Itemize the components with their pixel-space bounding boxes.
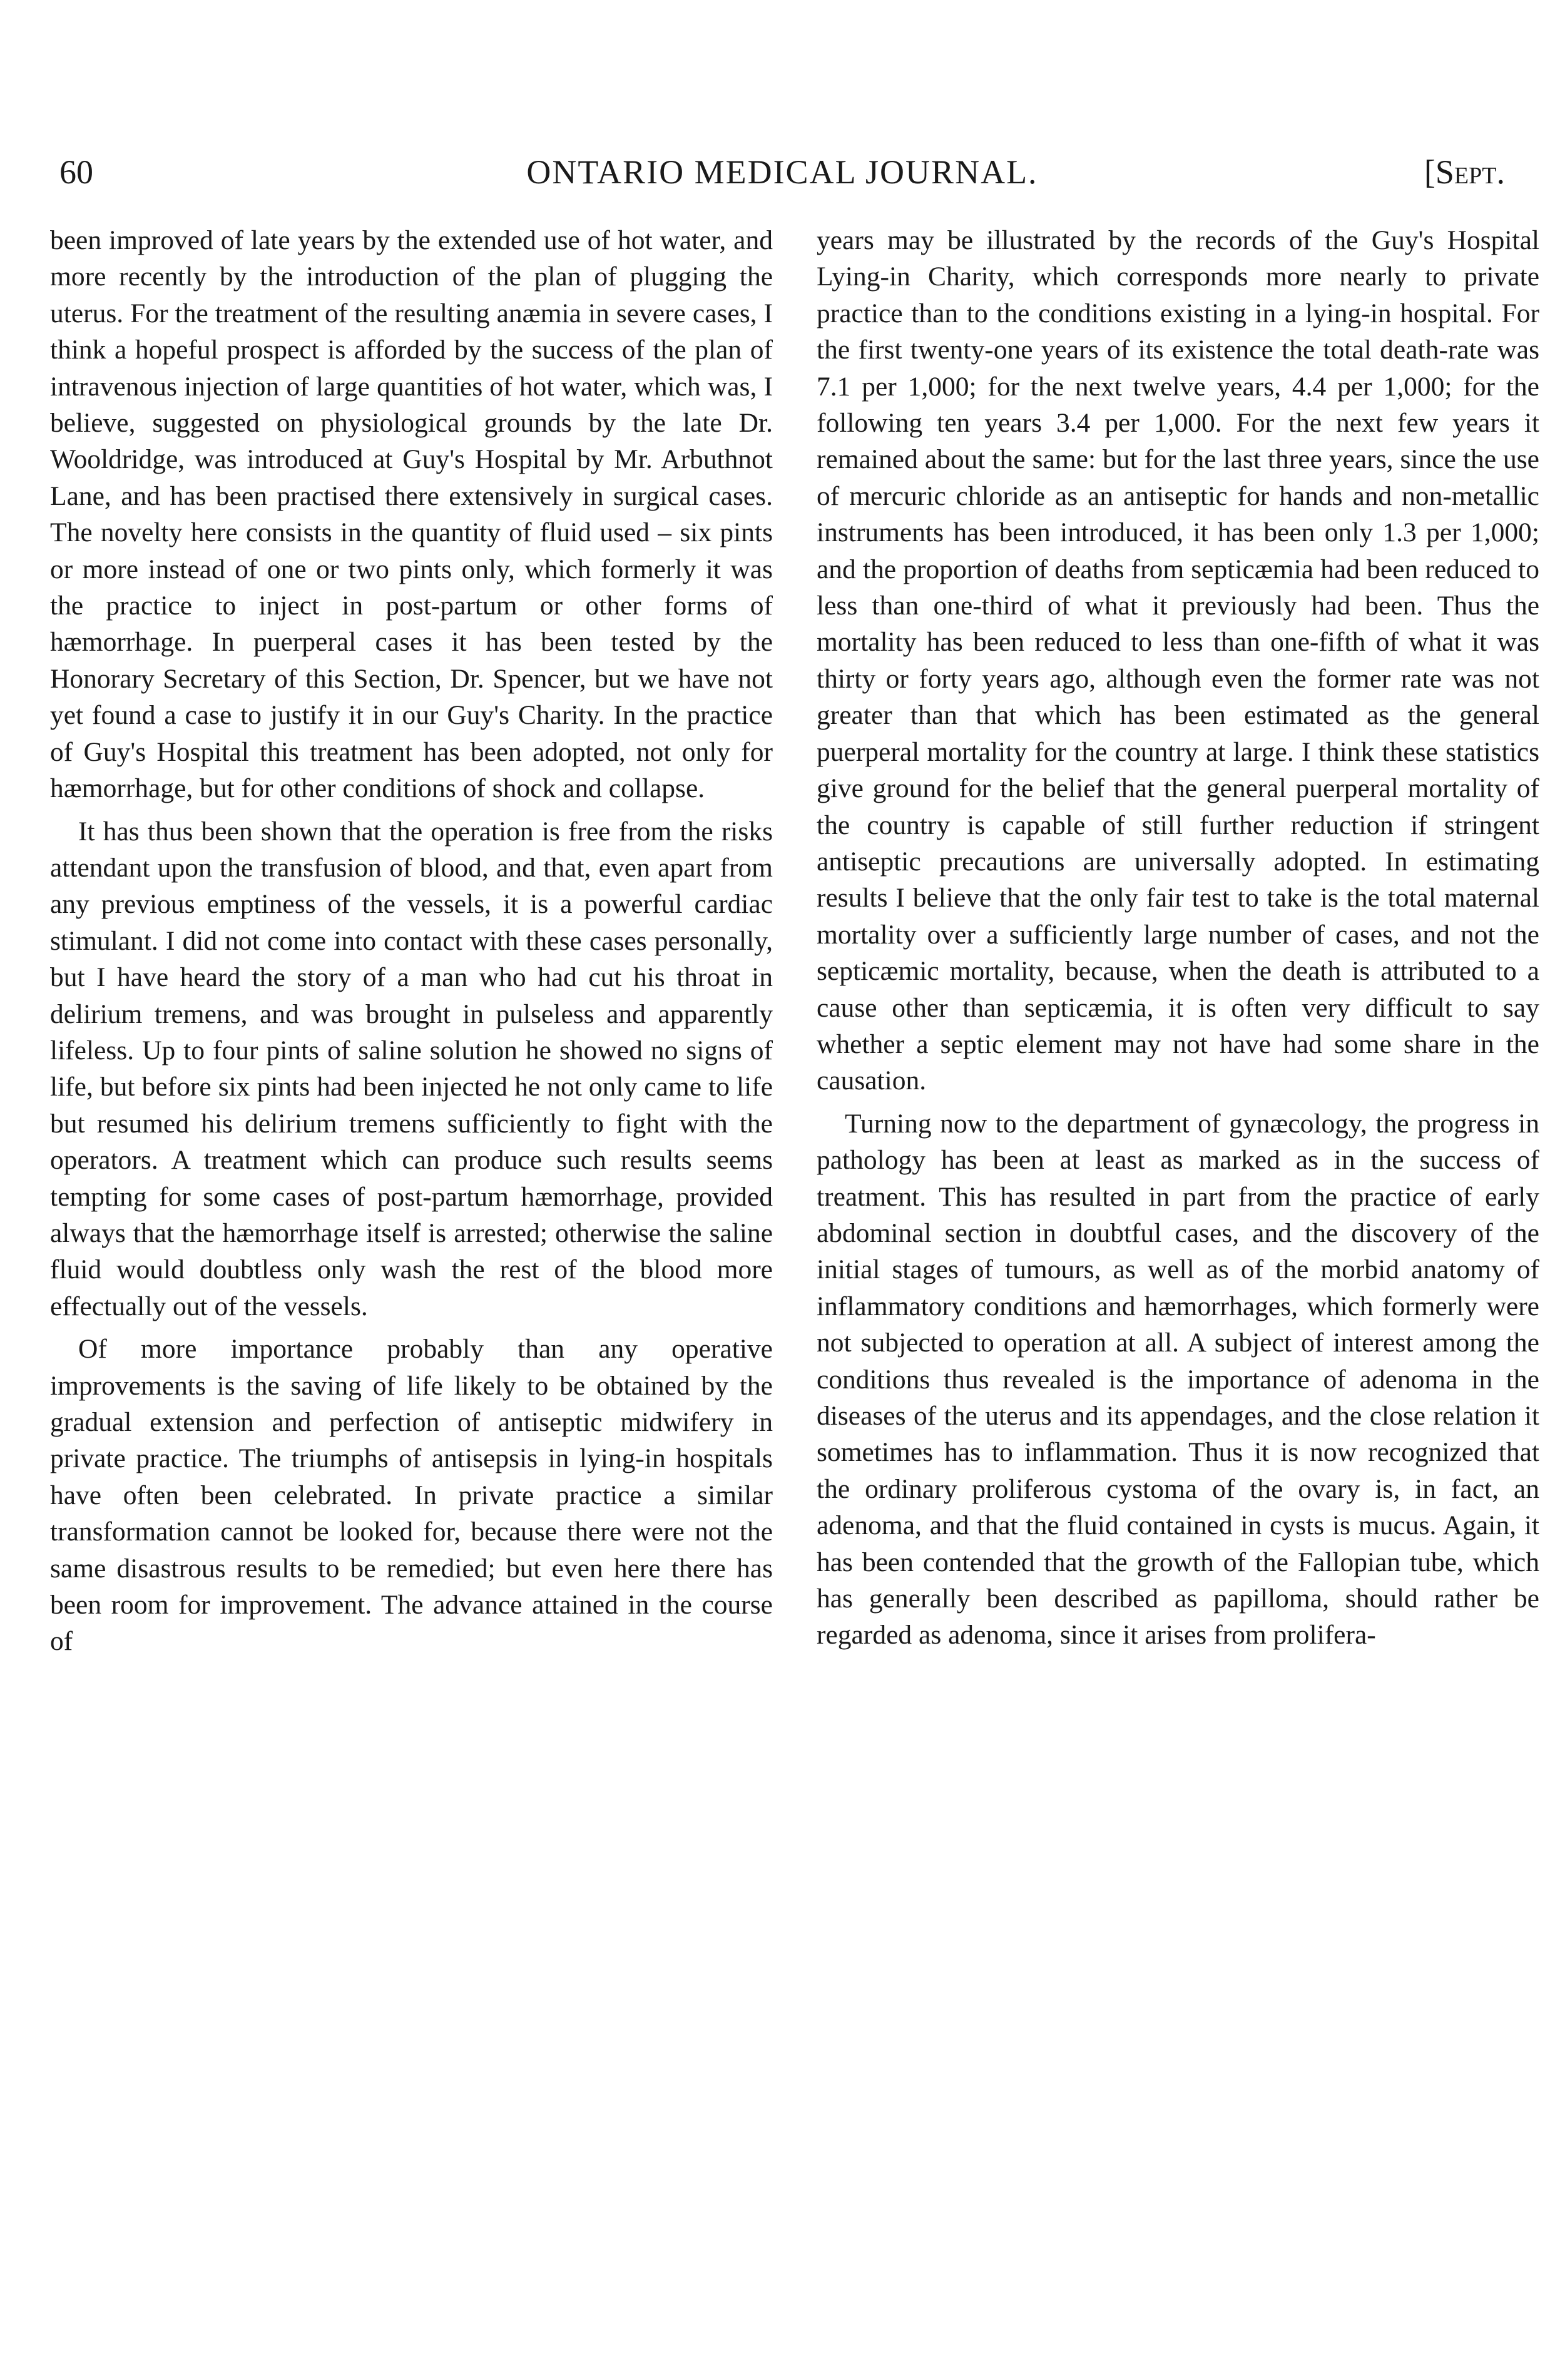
paragraph: years may be illustrated by the records of the Guy's Hospital Lying-in Charity, which corresponds more nearly to private practice than to the conditions existing in a lying-in hospital. For the first twenty-one years of its existence the total death-rate was 7.1 per 1,000; for the next twelve years, 4.4 per 1,000; for the following ten years 3.4 per 1,000. For the next few years it remained about the same: but for the last three years, since the use of mercuric chloride as an antiseptic for hands and non-metallic instruments has been introduced, it has been only 1.3 per 1,000; and the proportion of deaths from septicæmia had been reduced to less than one-third of what it previously had been. Thus the mortality has been reduced to less than one-fifth of what it was thirty or forty years ago, although even the former rate was not greater than that which has been estimated as the general puerperal mortality for the country at large. I think these statistics give ground for the belief that the general puerperal mortality of the country is capable of still further reduction if stringent antiseptic precautions are universally adopted. In estimating results I believe that the only fair test to take is the total maternal mortality over a sufficiently large number of cases, and not the septicæmic mortality, because, when the death is attributed to a cause other than septicæmia, it is often very difficult to say whether a septic element may not have had some share in the causation.	[817, 225, 1539, 1096]
page-header	[59, 147, 1505, 197]
paragraph: been improved of late years by the extended use of hot water, and more recently by the introduction of the plan of plugging the uterus. For the treatment of the resulting anæmia in severe cases, I think a hopeful prospect is afforded by the success of the plan of intravenous injection of large quantities of hot water, which was, I believe, suggested on physiological grounds by the late Dr. Wooldridge, was introduced at Guy's Hospital by Mr. Arbuthnot Lane, and has been practised there extensively in surgical cases. The novelty here consists in the quantity of fluid used – six pints or more instead of one or two pints only, which formerly it was the practice to inject in post-partum or other forms of hæmorrhage. In puerperal cases it has been tested by the Honorary Secretary of this Section, Dr. Spencer, but we have not yet found a case to justify it in our Guy's Charity. In the practice of Guy's Hospital this treatment has been adopted, not only for hæmorrhage, but for other conditions of shock and collapse.	[50, 225, 773, 804]
left-column	[50, 222, 773, 1660]
issue-month: [Sept.	[1424, 153, 1505, 191]
journal-title: ONTARIO MEDICAL JOURNAL.	[526, 153, 1038, 191]
paragraph: It has thus been shown that the operation is free from the risks attendant upon the transfusion of blood, and that, even apart from any previous emptiness of the vessels, it is a powerful cardiac stimulant. I did not come into contact with these cases personally, but I have heard the story of a man who had cut his throat in delirium tremens, and was brought in pulseless and apparently lifeless. Up to four pints of saline solution he showed no signs of life, but before six pints had been injected he not only came to life but resumed his delirium tremens sufficiently to fight with the operators. A treatment which can produce such results seems tempting for some cases of post-partum hæmorrhage, provided always that the hæmorrhage itself is arrested; otherwise the saline fluid would doubtless only wash the rest of the blood more effectually out of the vessels.	[50, 816, 773, 1321]
paragraph: Of more importance probably than any operative improvements is the saving of life likely to be obtained by the gradual extension and perfection of antiseptic midwifery in private practice. The triumphs of antisepsis in lying-in hospitals have often been celebrated. In private practice a similar transformation cannot be looked for, because there were not the same disastrous results to be remedied; but even here there has been room for improvement. The advance attained in the course of	[50, 1334, 773, 1657]
paragraph: Turning now to the department of gynæcology, the progress in pathology has been at least as marked as in the success of treatment. This has resulted in part from the practice of early abdominal section in doubtful cases, and the discovery of the initial stages of tumours, as well as of the morbid anatomy of inflammatory conditions and hæmorrhages, which formerly were not subjected to operation at all. A subject of interest among the conditions thus revealed is the importance of adenoma in the diseases of the uterus and its appendages, and the close relation it sometimes has to inflammation. Thus it is now recognized that the ordinary proliferous cystoma of the ovary is, in fact, an adenoma, and that the fluid contained in cysts is mucus. Again, it has been contended that the growth of the Fallopian tube, which has generally been described as papilloma, should rather be regarded as adenoma, since it arises from prolifera-	[817, 1108, 1539, 1650]
page-number: 60	[59, 153, 93, 191]
right-column	[817, 222, 1539, 1654]
